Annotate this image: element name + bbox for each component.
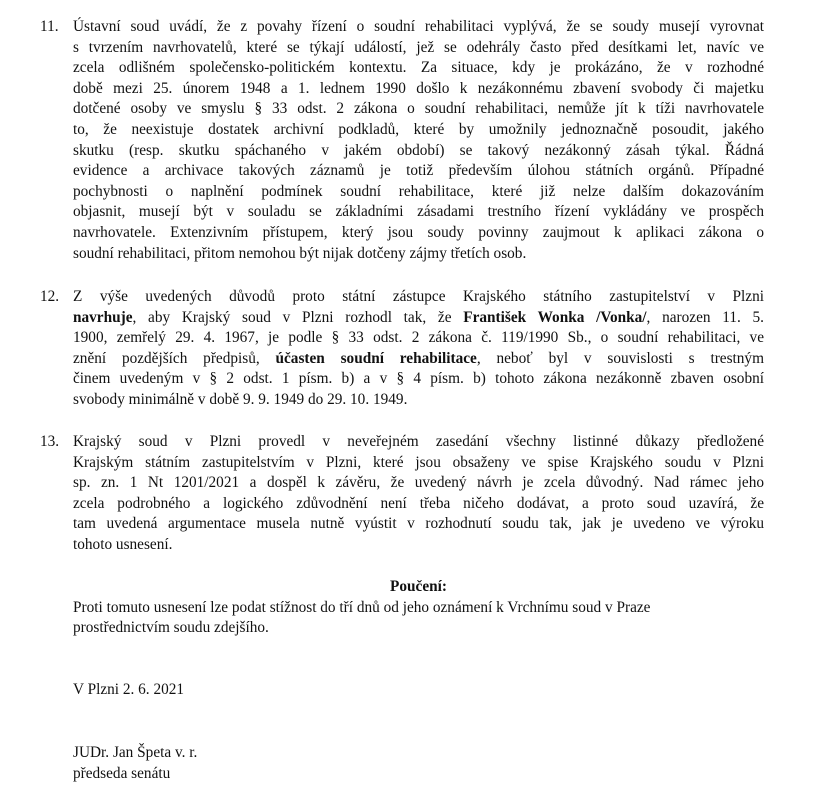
text-line	[73, 369, 764, 390]
instruction-text-line: prostřednictvím soudu zdejšího.	[73, 619, 269, 637]
text-line	[73, 328, 764, 349]
text-line	[73, 390, 764, 411]
text-line: době mezi 25. únorem 1948 a 1. lednem 1990 došlo k nezákonnému zbavení svobody či majetku	[73, 79, 764, 97]
text-run: činem uvedeným v § 2 odst. 1 písm. b) a v § 4 písm. b) tohoto zákona nezákonně zbaven osobní	[73, 370, 764, 388]
text-line: navrhovatele. Extenzivním přístupem, který jsou soudy povinny zaujmout k aplikaci zákona o	[73, 223, 764, 241]
bold-text: navrhuje	[73, 308, 133, 326]
text-line: Krajský soud v Plzni provedl v neveřejném zasedání všechny listinné důkazy předložené	[73, 433, 764, 450]
text-line	[73, 349, 764, 370]
text-line: zcela odlišném společensko-politickém kontextu. Za situace, kdy je prokázáno, že v rozhodné	[73, 59, 764, 77]
text-line: tohoto usnesení.	[73, 535, 173, 553]
instruction-section	[73, 577, 764, 639]
paragraph-number: 13.	[40, 433, 60, 450]
paragraph-13	[40, 432, 764, 556]
text-line	[73, 308, 764, 329]
text-line: Krajským státním zastupitelstvím v Plzni, které jsou obsaženy ve spise Krajského soudu v Plzni	[73, 453, 764, 471]
text-line: skutku (resp. skutku spáchaného v jakém období) se takový nezákonný zásah týkal. Řádná	[73, 141, 764, 159]
paragraph-text	[73, 432, 764, 556]
paragraph-12	[40, 287, 764, 411]
text-run: znění pozdějších předpisů,	[73, 349, 276, 367]
signatory-title: předseda senátu	[73, 764, 171, 782]
text-line: pochybnosti o naplnění podmínek soudní rehabilitace, které již nelze dalším dokazováním	[73, 182, 764, 200]
text-run: , narozen 11. 5.	[646, 308, 764, 326]
text-line: soudní rehabilitaci, přitom nemohou být nijak dotčeny zájmy třetích osob.	[73, 244, 527, 262]
text-line: dotčené osoby ve smyslu § 33 odst. 2 zákona o soudní rehabilitaci, nemůže jít k tíži navrhovatele	[73, 100, 764, 118]
text-line: zcela podrobného a logického zdůvodnění není třeba ničeho dodávat, a proto soud uzavírá, že	[73, 494, 764, 512]
text-line: evidence a archivace takových záznamů je totiž především úlohou státních orgánů. Případné	[73, 162, 764, 180]
paragraph-number: 12.	[40, 288, 60, 305]
place-date: V Plzni 2. 6. 2021	[73, 681, 185, 698]
instruction-heading: Poučení:	[390, 578, 447, 595]
paragraph-text	[73, 287, 764, 411]
instruction-text-line: Proti tomuto usnesení lze podat stížnost do tří dnů od jeho oznámení k Vrchnímu soud v Praze	[73, 598, 651, 616]
text-line: Ústavní soud uvádí, že z povahy řízení o soudní rehabilitaci vyplývá, že se soudy musejí vyrovnat	[73, 18, 764, 35]
signatory-name: JUDr. Jan Špeta v. r.	[73, 744, 198, 761]
text-run: , neboť byl v souvislosti s trestným	[476, 349, 764, 367]
paragraph-number: 11.	[40, 18, 59, 35]
text-run: svobody minimálně v době 9. 9. 1949 do 29. 10. 1949.	[73, 390, 408, 408]
text-line	[73, 287, 764, 308]
text-run: , aby Krajský soud v Plzni rozhodl tak, že	[132, 308, 464, 326]
text-run: 1900, zemřelý 29. 4. 1967, je podle § 33 odst. 2 zákona č. 119/1990 Sb., o soudní rehabilitaci, ve	[73, 329, 764, 347]
text-line: to, že neexistuje dostatek archivní podkladů, které by umožnily jednoznačně posoudit, jakého	[73, 120, 764, 138]
text-line: s tvrzením navrhovatelů, které se týkají událostí, jež se odehrály často před desítkami let, navíc ve	[73, 38, 764, 56]
bold-text: účasten soudní rehabilitace	[275, 349, 477, 367]
text-line: tam uvedená argumentace musela nutně vyústit v rozhodnutí soudu tak, jak je uvedeno ve výroku	[73, 515, 764, 533]
text-line: sp. zn. 1 Nt 1201/2021 a dospěl k závěru, že uvedený návrh je zcela důvodný. Nad rámec jeho	[73, 474, 764, 492]
signature-block	[73, 743, 764, 784]
text-run: Z výše uvedených důvodů proto státní zástupce Krajského státního zastupitelství v Plzni	[73, 288, 764, 305]
bold-text: František Wonka /Vonka/	[463, 308, 647, 326]
paragraph-text	[73, 17, 764, 264]
paragraph-11	[40, 17, 764, 264]
text-line: objasnit, musejí být v souladu se základními zásadami trestního řízení vykládány ve prospěch	[73, 203, 764, 221]
